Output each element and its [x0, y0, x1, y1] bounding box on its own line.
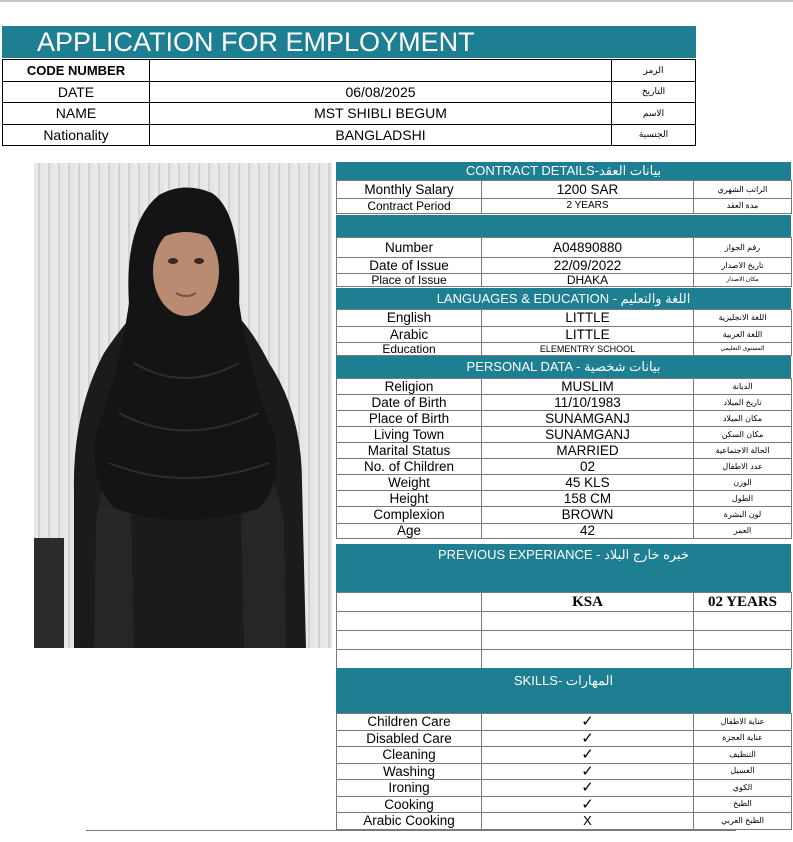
table-row	[337, 650, 792, 669]
contract-period-arabic: مدة العقد	[694, 199, 792, 214]
personal-data-heading: PERSONAL DATA - بيانات شخصية	[336, 356, 791, 378]
table-row	[337, 796, 792, 813]
experience-empty-cell	[482, 631, 694, 650]
previous-experience-heading	[336, 544, 791, 592]
bottom-rule	[86, 830, 736, 831]
skill-ironing-check: ✓	[482, 780, 694, 797]
contract-period-label: Contract Period	[337, 199, 482, 214]
experience-empty-cell	[337, 593, 482, 612]
table-row	[337, 612, 792, 631]
height-arabic: الطول	[694, 491, 792, 507]
place-of-birth-arabic: مكان الميلاد	[694, 411, 792, 427]
skill-washing-label: Washing	[337, 763, 482, 780]
table-row	[337, 730, 792, 747]
table-row	[337, 181, 792, 199]
children-value: 02	[482, 459, 694, 475]
contract-table	[336, 180, 792, 214]
living-town-label: Living Town	[337, 427, 482, 443]
table-row	[337, 763, 792, 780]
place-of-birth-label: Place of Birth	[337, 411, 482, 427]
passport-number-label: Number	[337, 238, 482, 258]
code-number-value	[150, 60, 612, 82]
table-row	[337, 427, 792, 443]
skill-cleaning-check: ✓	[482, 747, 694, 764]
skill-washing-check: ✓	[482, 763, 694, 780]
education-label: Education	[337, 343, 482, 356]
table-row	[337, 379, 792, 395]
place-of-issue-label: Place of Issue	[337, 274, 482, 287]
religion-label: Religion	[337, 379, 482, 395]
english-arabic: اللغة الانجليزية	[694, 310, 792, 327]
date-of-birth-value: 11/10/1983	[482, 395, 694, 411]
nationality-value: BANGLADSHI	[150, 124, 612, 146]
living-town-arabic: مكان السكن	[694, 427, 792, 443]
passport-heading-band	[336, 215, 791, 237]
skill-arabic-cooking-check: X	[482, 813, 694, 830]
date-of-birth-arabic: تاريخ الميلاد	[694, 395, 792, 411]
date-arabic: التاريخ	[612, 81, 696, 103]
date-of-issue-value: 22/09/2022	[482, 258, 694, 274]
monthly-salary-label: Monthly Salary	[337, 181, 482, 199]
experience-empty-cell	[482, 612, 694, 631]
table-row	[337, 747, 792, 764]
skill-ironing-label: Ironing	[337, 780, 482, 797]
header-table	[2, 59, 696, 146]
arabic-value: LITTLE	[482, 327, 694, 343]
age-value: 42	[482, 524, 694, 539]
top-rule	[0, 0, 793, 2]
skill-disabled-care-check: ✓	[482, 730, 694, 747]
monthly-salary-value: 1200 SAR	[482, 181, 694, 199]
skill-cooking-arabic: الطبخ	[694, 796, 792, 813]
place-of-birth-value: SUNAMGANJ	[482, 411, 694, 427]
table-row	[337, 395, 792, 411]
table-row	[337, 310, 792, 327]
personal-table	[336, 378, 792, 539]
header-row-date	[3, 81, 696, 103]
table-row	[337, 258, 792, 274]
date-value: 06/08/2025	[150, 81, 612, 103]
passport-table	[336, 237, 792, 287]
marital-status-label: Marital Status	[337, 443, 482, 459]
skills-title: SKILLS- المهارات	[513, 673, 614, 688]
weight-value: 45 KLS	[482, 475, 694, 491]
skill-arabic-cooking-label: Arabic Cooking	[337, 813, 482, 830]
place-of-issue-value: DHAKA	[482, 274, 694, 287]
experience-empty-cell	[694, 631, 792, 650]
religion-value: MUSLIM	[482, 379, 694, 395]
code-number-arabic: الرمز	[612, 60, 696, 82]
table-row	[337, 443, 792, 459]
table-row	[337, 593, 792, 612]
nationality-label: Nationality	[3, 124, 150, 146]
experience-empty-cell	[694, 650, 792, 669]
skill-arabic-cooking-arabic: الطبخ العربي	[694, 813, 792, 830]
nationality-arabic: الجنسية	[612, 124, 696, 146]
skill-children-care-check: ✓	[482, 714, 694, 731]
complexion-label: Complexion	[337, 507, 482, 524]
skills-table	[336, 713, 792, 830]
page-title: APPLICATION FOR EMPLOYMENT	[2, 26, 696, 58]
skill-cooking-check: ✓	[482, 796, 694, 813]
religion-arabic: الديانة	[694, 379, 792, 395]
skill-cleaning-arabic: التنظيف	[694, 747, 792, 764]
experience-empty-cell	[337, 631, 482, 650]
table-row	[337, 327, 792, 343]
table-row	[337, 491, 792, 507]
passport-number-arabic: رقم الجواز	[694, 238, 792, 258]
skills-heading	[336, 668, 791, 713]
table-row	[337, 780, 792, 797]
skill-disabled-care-arabic: عناية العجزة	[694, 730, 792, 747]
previous-experience-title: PREVIOUS EXPERIANCE - خبره خارج البلاد	[437, 547, 690, 562]
experience-years: 02 YEARS	[694, 593, 792, 612]
languages-table	[336, 309, 792, 356]
skill-cleaning-label: Cleaning	[337, 747, 482, 764]
contract-period-value: 2 YEARS	[482, 199, 694, 214]
marital-status-arabic: الحالة الاجتماعية	[694, 443, 792, 459]
skill-children-care-label: Children Care	[337, 714, 482, 731]
table-row	[337, 631, 792, 650]
date-of-issue-arabic: تاريخ الاصدار	[694, 258, 792, 274]
education-value: ELEMENTRY SCHOOL	[482, 343, 694, 356]
marital-status-value: MARRIED	[482, 443, 694, 459]
header-row-code	[3, 60, 696, 82]
experience-table	[336, 592, 792, 669]
english-value: LITTLE	[482, 310, 694, 327]
arabic-arabic: اللغة العربية	[694, 327, 792, 343]
weight-label: Weight	[337, 475, 482, 491]
weight-arabic: الوزن	[694, 475, 792, 491]
experience-empty-cell	[694, 612, 792, 631]
table-row	[337, 475, 792, 491]
arabic-label: Arabic	[337, 327, 482, 343]
table-row	[337, 459, 792, 475]
passport-number-value: A04890880	[482, 238, 694, 258]
education-arabic: المستوى التعليمي	[694, 343, 792, 356]
name-label: NAME	[3, 103, 150, 125]
english-label: English	[337, 310, 482, 327]
person-silhouette	[34, 163, 332, 648]
skill-washing-arabic: الغسيل	[694, 763, 792, 780]
skill-ironing-arabic: الكوي	[694, 780, 792, 797]
name-arabic: الاسم	[612, 103, 696, 125]
applicant-photo	[34, 163, 332, 648]
living-town-value: SUNAMGANJ	[482, 427, 694, 443]
complexion-value: BROWN	[482, 507, 694, 524]
table-row	[337, 199, 792, 214]
height-value: 158 CM	[482, 491, 694, 507]
height-label: Height	[337, 491, 482, 507]
place-of-issue-arabic: مكان الاصدار	[694, 274, 792, 287]
table-row	[337, 714, 792, 731]
skill-children-care-arabic: عناية الاطفال	[694, 714, 792, 731]
table-row	[337, 507, 792, 524]
age-label: Age	[337, 524, 482, 539]
experience-empty-cell	[337, 612, 482, 631]
complexion-arabic: لون البشرة	[694, 507, 792, 524]
contract-details-heading: CONTRACT DETAILS-بيانات العقد	[336, 162, 791, 180]
date-label: DATE	[3, 81, 150, 103]
experience-empty-cell	[337, 650, 482, 669]
table-row	[337, 343, 792, 356]
experience-empty-cell	[482, 650, 694, 669]
header-row-name	[3, 103, 696, 125]
header-row-nationality	[3, 124, 696, 146]
children-label: No. of Children	[337, 459, 482, 475]
table-row	[337, 524, 792, 539]
skill-disabled-care-label: Disabled Care	[337, 730, 482, 747]
table-row	[337, 813, 792, 830]
table-row	[337, 274, 792, 287]
table-row	[337, 238, 792, 258]
age-arabic: العمر	[694, 524, 792, 539]
languages-heading: LANGUAGES & EDUCATION - اللغة والتعليم	[336, 288, 791, 309]
date-of-issue-label: Date of Issue	[337, 258, 482, 274]
code-number-label: CODE NUMBER	[3, 60, 150, 82]
monthly-salary-arabic: الراتب الشهري	[694, 181, 792, 199]
name-value: MST SHIBLI BEGUM	[150, 103, 612, 125]
skill-cooking-label: Cooking	[337, 796, 482, 813]
experience-country: KSA	[482, 593, 694, 612]
date-of-birth-label: Date of Birth	[337, 395, 482, 411]
table-row	[337, 411, 792, 427]
children-arabic: عدد الاطفال	[694, 459, 792, 475]
